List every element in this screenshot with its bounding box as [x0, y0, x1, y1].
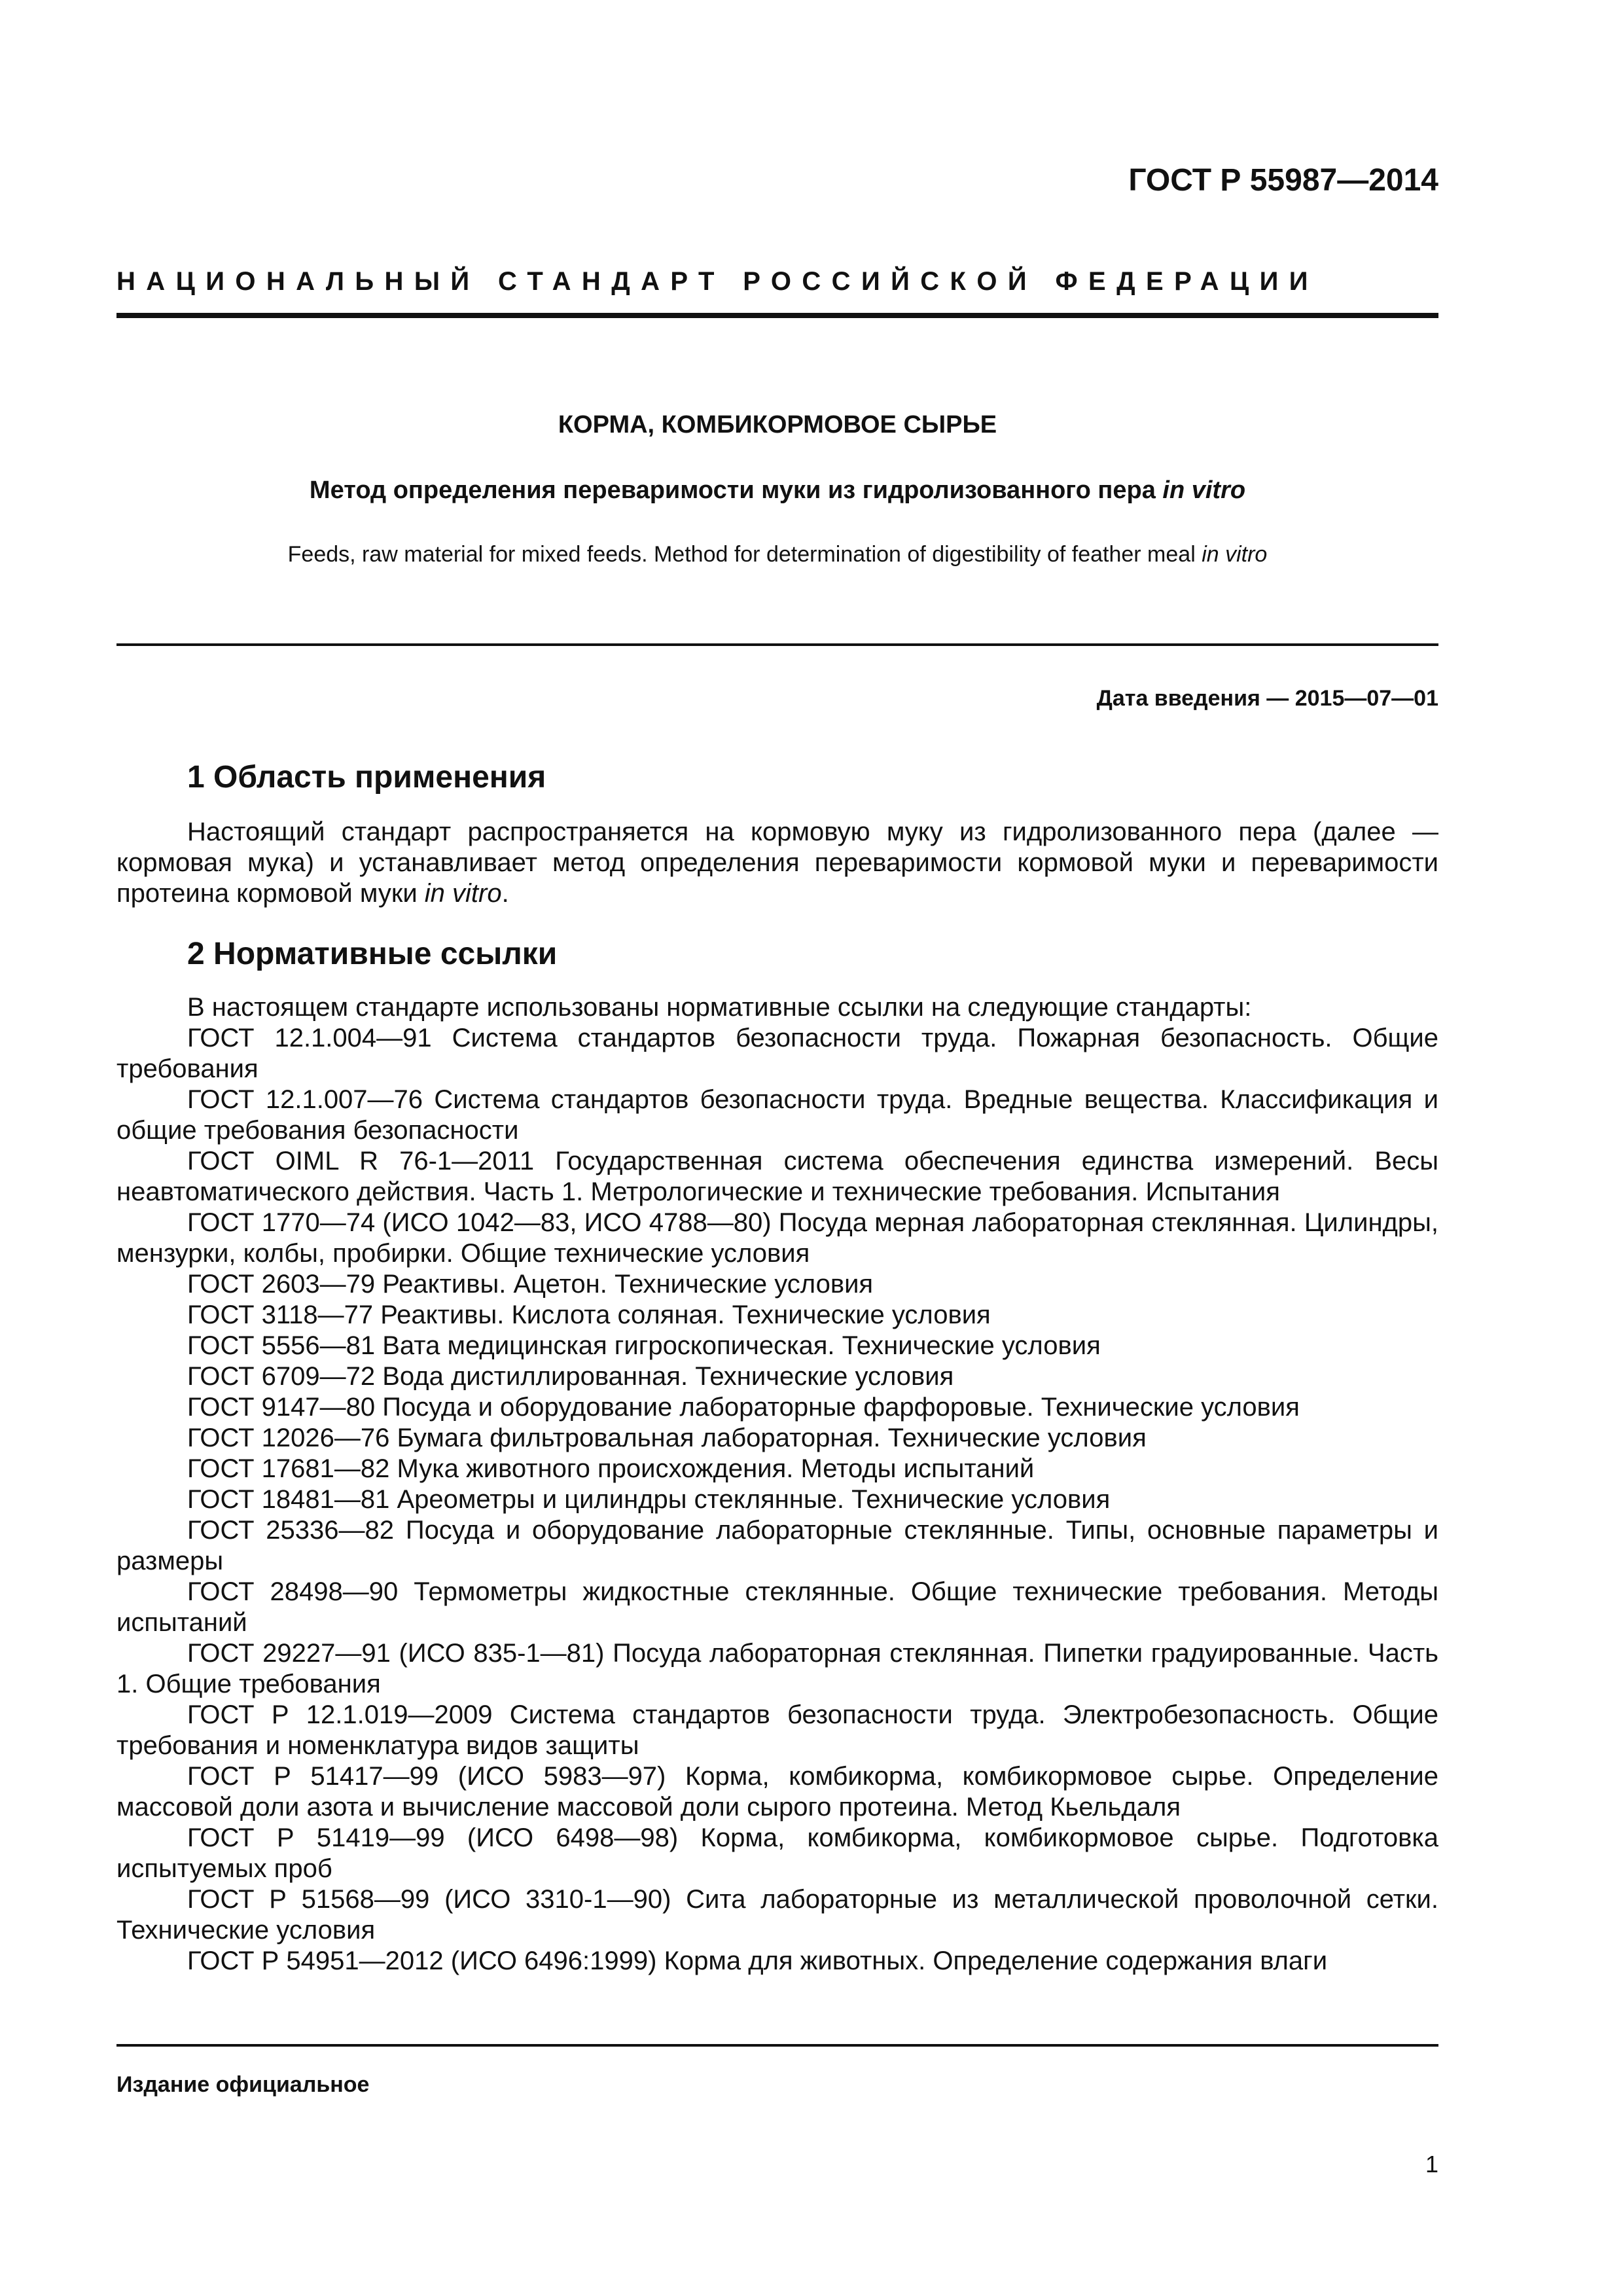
reference-item: ГОСТ Р 51417—99 (ИСО 5983—97) Корма, комбикорма, комбикормовое сырье. Определение массовой доли азота и вычисление массовой доли сырого протеина. Метод Кьельдаля	[116, 1762, 1438, 1821]
introduction-date: Дата введения — 2015—07—01	[1096, 686, 1438, 711]
scope-suffix: .	[501, 879, 509, 908]
scope-paragraph	[116, 817, 1438, 909]
document-title: КОРМА, КОМБИКОРМОВОЕ СЫРЬЕ	[558, 411, 997, 439]
page-number: 1	[1425, 2151, 1438, 2178]
reference-item: ГОСТ 12026—76 Бумага фильтровальная лабораторная. Технические условия	[187, 1424, 1147, 1452]
reference-item: ГОСТ Р 51568—99 (ИСО 3310-1—90) Сита лабораторные из металлической проволочной сетки. Технические условия	[116, 1885, 1438, 1945]
reference-item: ГОСТ Р 12.1.019—2009 Система стандартов безопасности труда. Электробезопасность. Общие требования и номенклатура видов защиты	[116, 1700, 1438, 1760]
reference-item: ГОСТ 18481—81 Ареометры и цилиндры стеклянные. Технические условия	[187, 1485, 1111, 1514]
footer-divider	[116, 2044, 1438, 2047]
reference-item: ГОСТ OIML R 76-1—2011 Государственная система обеспечения единства измерений. Весы неавтоматического действия. Часть 1. Метрологические и технические требования. Испытания	[116, 1147, 1438, 1206]
official-edition-label: Издание официальное	[116, 2072, 370, 2097]
reference-item: ГОСТ 5556—81 Вата медицинская гигроскопическая. Технические условия	[187, 1331, 1101, 1360]
reference-item: ГОСТ 12.1.007—76 Система стандартов безопасности труда. Вредные вещества. Классификация и общие требования безопасности	[116, 1085, 1438, 1145]
reference-item: ГОСТ 1770—74 (ИСО 1042—83, ИСО 4788—80) Посуда мерная лабораторная стеклянная. Цилиндры, мензурки, колбы, пробирки. Общие технические условия	[116, 1208, 1438, 1268]
scope-italic: in vitro	[424, 879, 502, 908]
english-title	[116, 542, 1438, 567]
section-1-heading: 1 Область применения	[187, 760, 546, 795]
english-title-italic: in vitro	[1202, 542, 1268, 567]
section-1-body	[116, 817, 1438, 909]
reference-item: ГОСТ 12.1.004—91 Система стандартов безопасности труда. Пожарная безопасность. Общие требования	[116, 1024, 1438, 1083]
document-subtitle	[116, 476, 1438, 505]
reference-item: ГОСТ 29227—91 (ИСО 835-1—81) Посуда лабораторная стеклянная. Пипетки градуированные. Часть 1. Общие требования	[116, 1639, 1438, 1698]
section-2-heading: 2 Нормативные ссылки	[187, 937, 558, 971]
scope-text: Настоящий стандарт распространяется на кормовую муку из гидролизованного пера (далее — кормовая мука) и устанавливает метод определения переваримости кормовой муки и переваримости протеина кормовой муки	[116, 817, 1438, 908]
reference-item: ГОСТ 3118—77 Реактивы. Кислота соляная. Технические условия	[187, 1300, 991, 1329]
reference-item: ГОСТ Р 51419—99 (ИСО 6498—98) Корма, комбикорма, комбикормовое сырье. Подготовка испытуемых проб	[116, 1823, 1438, 1883]
reference-item: ГОСТ 28498—90 Термометры жидкостные стеклянные. Общие технические требования. Методы испытаний	[116, 1577, 1438, 1637]
subtitle-text: Метод определения переваримости муки из гидролизованного пера	[309, 476, 1163, 504]
national-standard-banner: НАЦИОНАЛЬНЫЙ СТАНДАРТ РОССИЙСКОЙ ФЕДЕРАЦИИ	[116, 267, 1319, 296]
reference-item: ГОСТ 17681—82 Мука животного происхождения. Методы испытаний	[187, 1454, 1035, 1483]
reference-item: ГОСТ 25336—82 Посуда и оборудование лабораторные стеклянные. Типы, основные параметры и размеры	[116, 1516, 1438, 1575]
subtitle-italic: in vitro	[1162, 476, 1246, 504]
section-2-body	[116, 992, 1438, 1977]
reference-item: ГОСТ 9147—80 Посуда и оборудование лабораторные фарфоровые. Технические условия	[187, 1393, 1300, 1422]
title-divider	[116, 643, 1438, 646]
references-intro: В настоящем стандарте использованы нормативные ссылки на следующие стандарты:	[187, 993, 1252, 1022]
english-title-text: Feeds, raw material for mixed feeds. Method for determination of digestibility of feather meal	[287, 542, 1202, 567]
reference-item: ГОСТ 6709—72 Вода дистиллированная. Технические условия	[187, 1362, 954, 1391]
header-divider	[116, 313, 1438, 318]
reference-item: ГОСТ Р 54951—2012 (ИСО 6496:1999) Корма для животных. Определение содержания влаги	[187, 1946, 1328, 1975]
document-number: ГОСТ Р 55987—2014	[1128, 163, 1438, 198]
reference-item: ГОСТ 2603—79 Реактивы. Ацетон. Технические условия	[187, 1270, 874, 1299]
